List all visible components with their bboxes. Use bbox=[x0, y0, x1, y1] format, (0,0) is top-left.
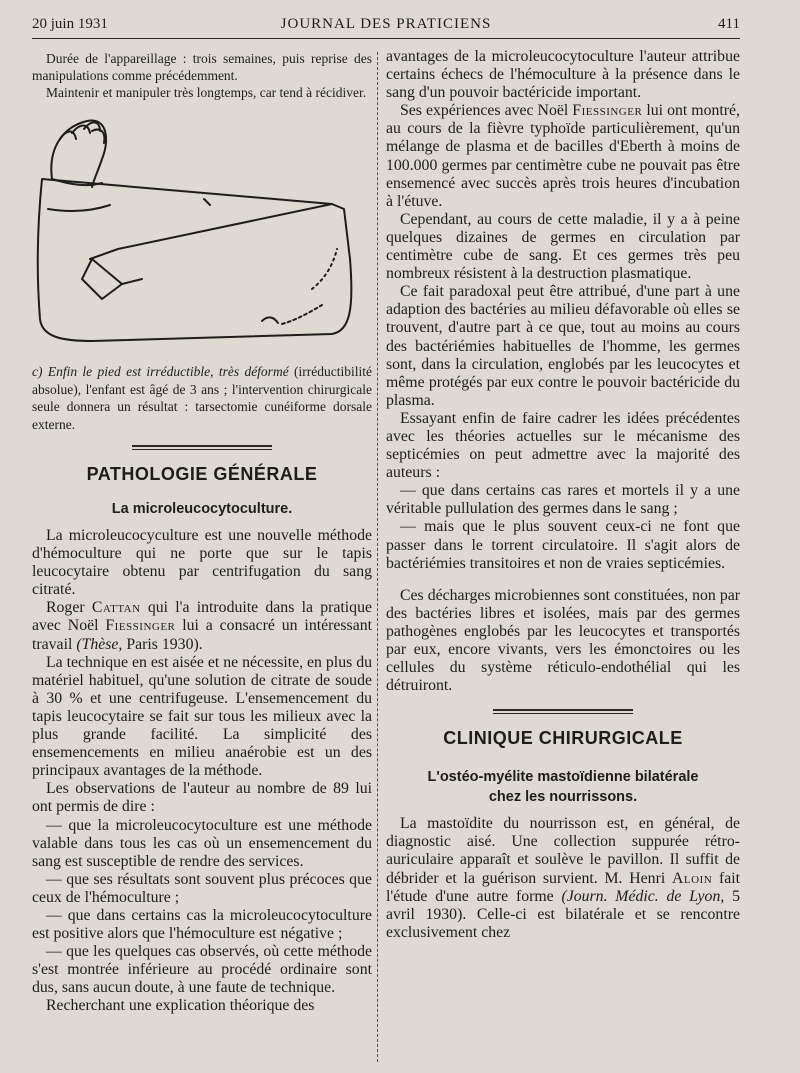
dash-item-1: — que la microleucocytoculture est une méthode valable dans tous les cas où un ensemencement du sang est susceptible de rendre des services. bbox=[32, 816, 372, 870]
paragraph-1: La microleucocyculture est une nouvelle méthode d'hémoculture qui ne porte que sur le tapis leucocytaire obtenu par centrifugation du sang citraté. bbox=[32, 527, 372, 599]
paragraph-3: La technique en est aisée et ne nécessite, en plus du matériel habituel, qu'une solution de citrate de soude à 30 % et une centrifugeuse. L'ensemencement du tapis leucocytaire se fait sur tous les milieux avec la plus grande facilité. La simplicité des ensemencements en milieu anaérobie est un des principaux avantages de la méthode. bbox=[32, 653, 372, 780]
right-paragraph-5: Essayant enfin de faire cadrer les idées précédentes avec les théories actuelles sur le mécanisme des septicémies on peut admettre avec la majorité des auteurs : bbox=[386, 409, 740, 482]
author-name-fiessinger-2: Fiessinger bbox=[572, 102, 643, 120]
dash-item-4: — que les quelques cas observés, où cette méthode s'est montrée inférieure au procédé ordinaire sont dus, sans aucun doute, à une faute de technique. bbox=[32, 943, 372, 997]
right-paragraph-6: Ces décharges microbiennes sont constituées, non par des bactéries libres et isolées, mais par des germes pathogènes englobés par les leucocytes et transportés par eux, encore vivants, vers les émonctoires ou les cellules du système réticulo-endothélial qui les détruiront. bbox=[386, 586, 740, 695]
left-column bbox=[32, 50, 372, 1016]
article-title-osteomyelite: L'ostéo-myélite mastoïdienne bilatérale chez les nourrissons. bbox=[427, 769, 699, 806]
paragraph-2: Roger Cattan qui l'a introduite dans la pratique avec Noël Fiessinger lui a consacré un intéressant travail (Thèse, Paris 1930). bbox=[32, 599, 372, 653]
right-dash-item-2: — mais que le plus souvent ceux-ci ne font que passer dans le torrent circulatoire. Il s'agit alors de bactériémies transitoires et non de vraies septicémies. bbox=[386, 518, 740, 572]
journal-title: JOURNAL DES PRATICIENS bbox=[280, 16, 492, 32]
paragraph-5: Recherchant une explication théorique des bbox=[46, 997, 315, 1015]
right-dash-item-1: — que dans certains cas rares et mortels il y a une véritable pullulation des germes dans le sang ; bbox=[386, 482, 740, 518]
right-paragraph-1: avantages de la microleucocytoculture l'auteur attribue certains échecs de l'hémoculture à la présence dans le sang d'un pouvoir bactéricide important. bbox=[386, 48, 740, 102]
section-title-clinique: CLINIQUE CHIRURGICALE bbox=[443, 728, 683, 749]
intro-paragraph-2: Maintenir et manipuler très longtemps, car tend à récidiver. bbox=[46, 85, 367, 100]
right-paragraph-4: Ce fait paradoxal peut être attribué, d'une part à une adaption des bactéries au milieu défavorable où elles se trouvent, d'autre part à ce que, tout au moins au cours des bactériémies habituelles de l'homme, les germes sont, dans la circulation, englobés par les leucocytes et même protégés par eux contre le pouvoir bactéricide du plasma. bbox=[386, 283, 740, 409]
section-divider-2 bbox=[493, 709, 633, 714]
foot-drawing-icon bbox=[32, 109, 372, 357]
right-paragraph-3: Cependant, au cours de cette maladie, il y a à peine quelques dizaines de germes en circulation par centimètre cube de sang. Et ces germes très peu nombreux résistent à la destruction plasmatique. bbox=[386, 210, 740, 283]
right-column bbox=[386, 48, 740, 942]
caption-text: (irréductibilité absolue), l'enfant est âgé de 3 ans ; l'intervention chirurgicale seule donnera un résultat : tarsectomie cunéiforme dorsale externe. bbox=[32, 364, 372, 432]
right-paragraph-2: Ses expériences avec Noël Fiessinger lui ont montré, au cours de la fièvre typhoïde particulièrement, qu'un mélange de plasma et de bacilles d'Eberth à moins de 100.000 germes par centimètre cube ne pouvait pas être ensemencé avec succès après trois heures d'incubation à l'étuve. bbox=[386, 102, 740, 210]
paragraph-4: Les observations de l'auteur au nombre de 89 lui ont permis de dire : bbox=[32, 780, 372, 816]
dash-item-3: — que dans certains cas la microleucocytoculture est positive alors que l'hémoculture est négative ; bbox=[32, 906, 372, 943]
running-header bbox=[32, 14, 740, 39]
figure-caption bbox=[32, 363, 372, 433]
deformed-foot-illustration bbox=[32, 109, 372, 357]
caption-label: c) Enfin le pied est irréductible, très déformé bbox=[32, 364, 289, 379]
right-paragraph-7: La mastoïdite du nourrisson est, en général, de diagnostic aisé. Une collection suppurée rétro-auriculaire apparaît et soulève le pavillon. Il suffit de débrider et la guérison survient. M. Henri Aloin fait l'étude d'une autre forme (Journ. Médic. de Lyon, 5 avril 1930). Celle-ci est bilatérale et se rencontre exclusivement chez bbox=[386, 815, 741, 941]
dash-item-2: — que ses résultats sont souvent plus précoces que ceux de l'hémoculture ; bbox=[32, 870, 372, 906]
section-divider bbox=[132, 445, 272, 450]
page-number: 411 bbox=[718, 16, 740, 32]
author-name-aloin: Aloin bbox=[672, 869, 713, 887]
author-name-fiessinger: Fiessinger bbox=[105, 617, 176, 635]
section-title-pathologie: PATHOLOGIE GÉNÉRALE bbox=[86, 464, 318, 484]
article-title-microleucocytoculture: La microleucocytoculture. bbox=[111, 501, 293, 517]
author-name-cattan: Cattan bbox=[91, 599, 141, 617]
column-divider bbox=[377, 52, 378, 1062]
header-date: 20 juin 1931 bbox=[32, 16, 108, 32]
intro-paragraph-1: Durée de l'appareillage : trois semaines, puis reprise des manipulations comme précédemment. bbox=[32, 51, 372, 83]
